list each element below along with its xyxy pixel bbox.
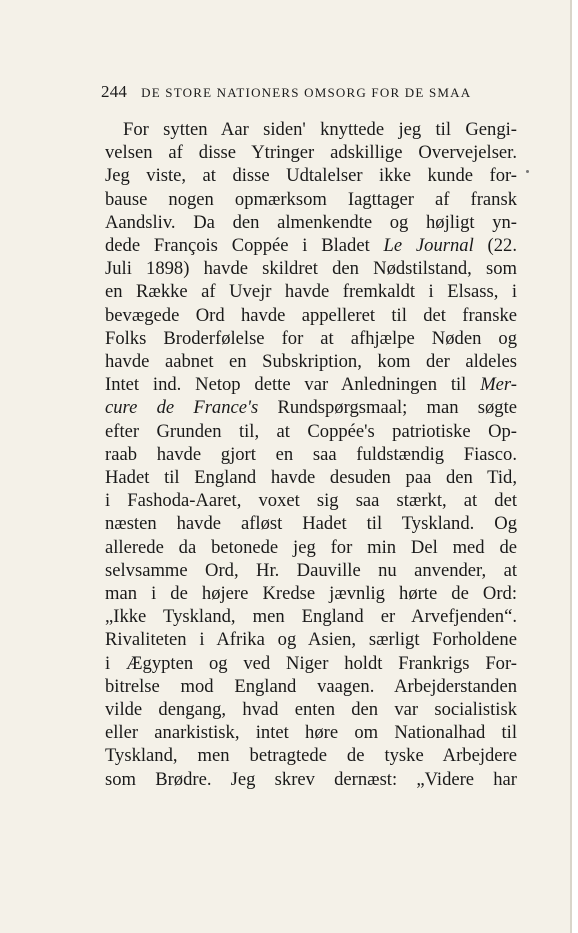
text-run: (22. <box>473 235 517 257</box>
newspaper-title: Le Journal <box>383 235 474 257</box>
text-line: raab havde gjort en saa fuldstændig Fiasco. <box>105 443 517 465</box>
journal-title: cure de France's <box>105 397 259 419</box>
text-line: „Ikke Tyskland, men England er Arvefjenden“. <box>105 606 517 628</box>
text-line: selvsamme Ord, Hr. Dauville nu anvender, at <box>105 559 517 581</box>
text-line: i Ægypten og ved Niger holdt Frankrigs For- <box>105 652 517 674</box>
text-line: velsen af disse Ytringer adskillige Overvejelser. <box>105 142 517 164</box>
text-run: Intet ind. Netop dette var Anledningen til <box>105 374 481 396</box>
text-line: bitrelse mod England vaagen. Arbejderstanden <box>105 675 517 697</box>
text-line: For sytten Aar siden' knyttede jeg til Gengi- <box>123 119 517 140</box>
text-line: man i de højere Kredse jævnlig hørte de Ord: <box>105 583 517 605</box>
text-line: Jeg viste, at disse Udtalelser ikke kunde for- <box>105 165 517 187</box>
text-line: efter Grunden til, at Coppée's patriotiske Op- <box>105 420 517 442</box>
text-line: næsten havde afløst Hadet til Tyskland. Og <box>105 513 517 535</box>
text-line: eller anarkistisk, intet høre om Nationalhad til <box>105 722 517 744</box>
text-line: som Brødre. Jeg skrev dernæst: „Videre har <box>105 768 517 790</box>
text-line: en Række af Uvejr havde fremkaldt i Elsass, i <box>105 281 517 303</box>
journal-title: Mer- <box>480 374 517 396</box>
text-line: Juli 1898) havde skildret den Nødstilstand, som <box>105 258 517 280</box>
text-line <box>105 373 517 396</box>
page-number: 244 <box>101 82 128 101</box>
text-line: i Fashoda-Aaret, voxet sig saa stærkt, at det <box>105 490 517 512</box>
text-line: Folks Broderfølelse for at afhjælpe Nøden og <box>105 327 517 349</box>
text-line: vilde dengang, hvad enten den var socialistisk <box>105 699 517 721</box>
text-line: allerede da betonede jeg for min Del med de <box>105 536 517 558</box>
text-line: Rivaliteten i Afrika og Asien, særligt Forholdene <box>105 629 517 651</box>
text-line: havde aabnet en Subskription, kom der aldeles <box>105 351 517 373</box>
text-line: Aandsliv. Da den almenkendte og højligt yn- <box>105 211 517 233</box>
text-run: dede François Coppée i Bladet <box>105 235 384 257</box>
text-line: bause nogen opmærksom Iagttager af fransk <box>105 188 517 210</box>
body-paragraph <box>105 118 517 791</box>
running-title: DE STORE NATIONERS OMSORG FOR DE SMAA <box>141 85 472 100</box>
text-run: Rundspørgsmaal; man søgte <box>258 397 517 419</box>
text-line: bevægede Ord havde appelleret til det franske <box>105 304 517 326</box>
text-line: Tyskland, men betragtede de tyske Arbejdere <box>105 745 517 767</box>
text-line <box>105 234 517 257</box>
margin-speck <box>526 170 529 173</box>
text-line <box>105 396 517 419</box>
text-line: Hadet til England havde desuden paa den Tid, <box>105 467 517 489</box>
running-head <box>101 82 516 102</box>
